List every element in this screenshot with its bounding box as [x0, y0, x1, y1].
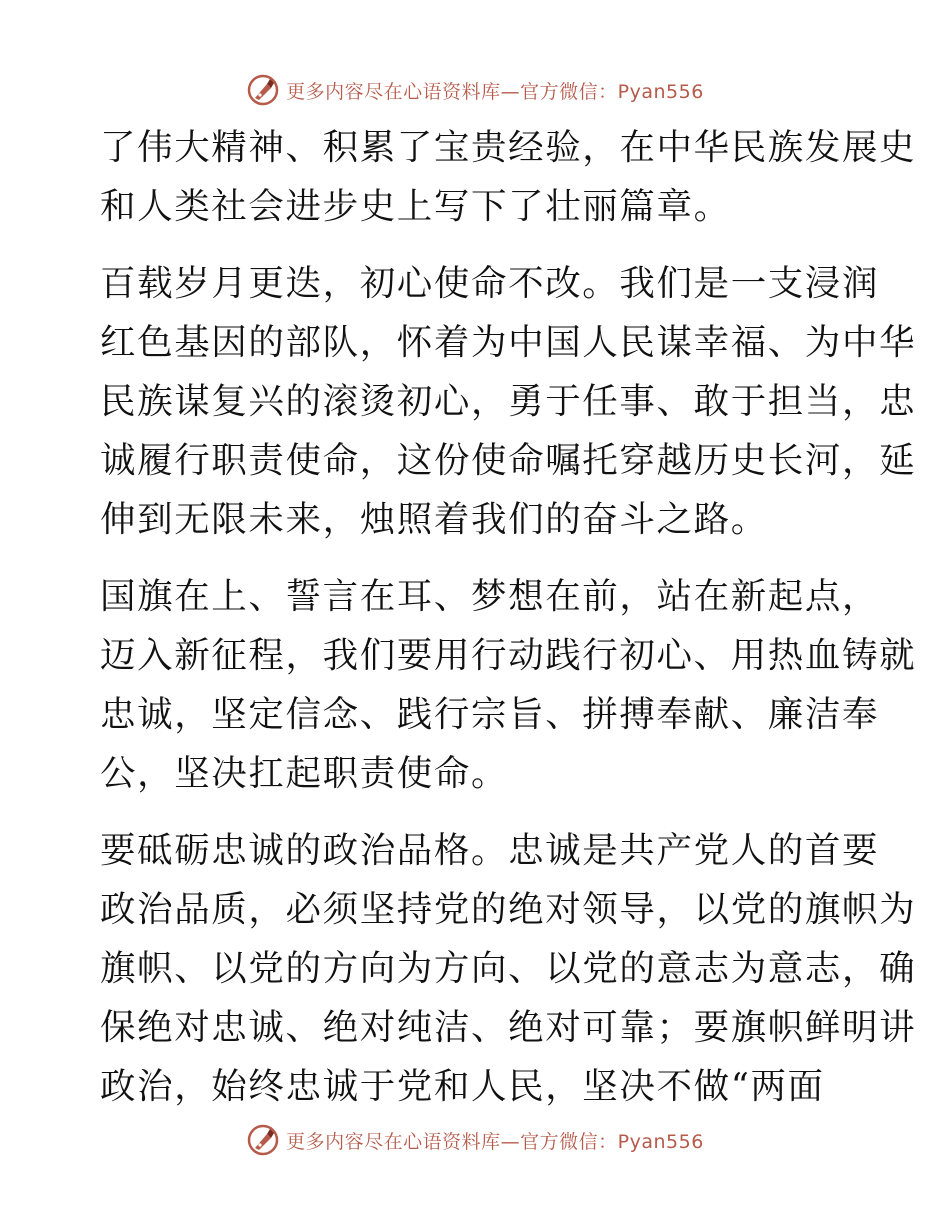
text-line: 和人类社会进步史上写下了壮丽篇章。: [100, 186, 731, 227]
pen-nib-circle-icon: [246, 73, 280, 107]
header-banner-text: 更多内容尽在心语资料库—官方微信：Pyan556: [286, 80, 704, 103]
footer-banner: [0, 1120, 950, 1160]
paragraph-3: [100, 567, 917, 803]
paragraph-1: [100, 118, 917, 236]
footer-banner-text: 更多内容尽在心语资料库—官方微信：Pyan556: [286, 1130, 704, 1153]
text-line: 国旗在上、誓言在耳、梦想在前，站在新起点，: [100, 576, 880, 617]
text-line: 政治品质，必须坚持党的绝对领导，以党的旗帜为: [100, 889, 917, 930]
text-line: 百载岁月更迭，初心使命不改。我们是一支浸润: [100, 263, 880, 304]
text-line: 旗帜、以党的方向为方向、以党的意志为意志，确: [100, 948, 917, 989]
text-line: 政治，始终忠诚于党和人民，坚决不做“两面: [100, 1066, 825, 1107]
text-line: 诚履行职责使命，这份使命嘱托穿越历史长河，延: [100, 440, 917, 481]
text-line: 了伟大精神、积累了宝贵经验，在中华民族发展史: [100, 127, 917, 168]
text-line: 要砥砺忠诚的政治品格。忠诚是共产党人的首要: [100, 830, 880, 871]
text-line: 红色基因的部队，怀着为中国人民谋幸福、为中华: [100, 322, 917, 363]
document-body: [100, 118, 917, 1134]
text-line: 伸到无限未来，烛照着我们的奋斗之路。: [100, 499, 768, 540]
paragraph-4: [100, 821, 917, 1116]
text-line: 忠诚，坚定信念、践行宗旨、拼搏奉献、廉洁奉: [100, 694, 880, 735]
header-banner: [0, 70, 950, 110]
paragraph-2: [100, 254, 917, 549]
pen-nib-circle-icon: [246, 1123, 280, 1157]
text-line: 保绝对忠诚、绝对纯洁、绝对可靠；要旗帜鲜明讲: [100, 1007, 917, 1048]
text-line: 民族谋复兴的滚烫初心，勇于任事、敢于担当，忠: [100, 381, 917, 422]
text-line: 迈入新征程，我们要用行动践行初心、用热血铸就: [100, 635, 917, 676]
text-line: 公，坚决扛起职责使命。: [100, 753, 509, 794]
